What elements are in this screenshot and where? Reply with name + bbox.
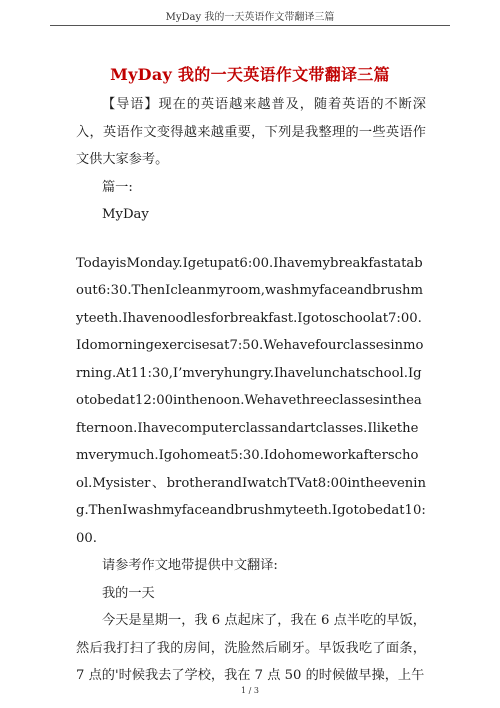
section-label: 篇一: <box>102 179 133 195</box>
page-number: 1 / 3 <box>241 686 259 695</box>
translation-paragraph: 今天是星期一，我 6 点起床了，我在 6 点半吃的早饭，然后我打扫了我的房间，洗脸然后刷牙。早饭我吃了面条，7 点的'时候我去了学校，我在 7 点 50 的时候做早操，上午 <box>76 613 426 683</box>
header-divider <box>50 25 450 26</box>
page-title: MyDay 我的一天英语作文带翻译三篇 <box>110 65 390 84</box>
translation-prompt: 请参考作文地带提供中文翻译: <box>102 558 278 573</box>
essay-title: MyDay <box>102 207 149 222</box>
running-header: MyDay 我的一天英语作文带翻译三篇 <box>165 12 335 23</box>
intro-paragraph: 【导语】现在的英语越来越普及，随着英语的不断深入，英语作文变得越来越重要，下列是我整理的一些英语作文供大家参考。 <box>76 97 426 167</box>
document-body <box>76 91 426 690</box>
translation-title: 我的一天 <box>102 585 155 601</box>
paragraph-gap <box>76 229 426 250</box>
essay-paragraph: TodayisMonday.Igetupat6:00.Ihavemybreakfastatabout6:30.ThenIcleanmyroom,washmyfaceandbrushmyteeth.Ihavenoodlesforbreakfast.Igotoschoolat7:00.Idomorningexercisesat7:50.Wehavefourclassesinmorning.At11:30,I’mveryhungry.Ihavelunchatschool.Igotobedat12:00inthenoon.Wehavethreeclassesintheafternoon.Ihavecomputerclassandartclasses.Ilikethemverymuch.Igohomeat5:30.Idohomeworkafterschool.Mysister、brotherandIwatchTVat8:00intheevening.ThenIwashmyfaceandbrushmyteeth.Igotobedat10:00. <box>76 255 426 546</box>
